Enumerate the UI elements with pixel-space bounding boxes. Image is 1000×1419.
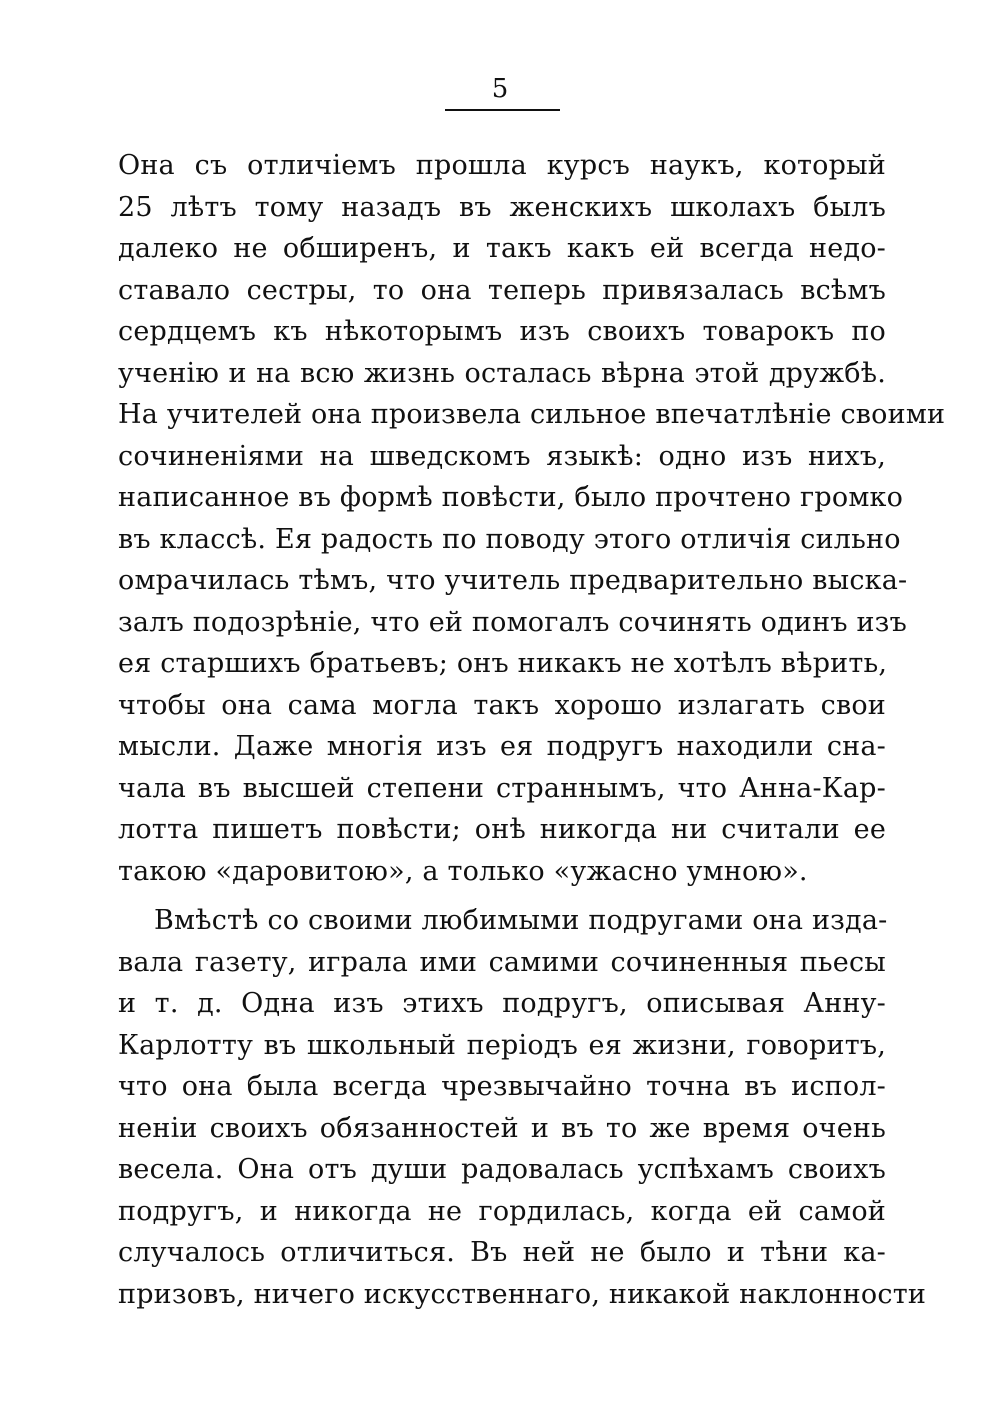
text-line: въ классѣ. Ея радость по поводу этого отличія сильно — [118, 523, 901, 555]
text-line: призовъ, ничего искусственнаго, никакой наклонности — [118, 1278, 927, 1310]
text-line: Она съ отличіемъ прошла курсъ наукъ, который — [118, 150, 886, 181]
text-line: Карлотту въ школьный періодъ ея жизни, говоритъ, — [118, 1029, 886, 1061]
text-line: ученію и на всю жизнь осталась вѣрна этой дружбѣ. — [118, 357, 886, 389]
text-line: залъ подозрѣніе, что ей помогалъ сочинять одинъ изъ — [118, 606, 907, 638]
text-line: Вмѣстѣ со своими любимыми подругами она изда- — [154, 905, 888, 936]
text-line: вала газету, играла ими самими сочиненныя пьесы — [118, 946, 886, 978]
text-line: 25 лѣтъ тому назадъ въ женскихъ школахъ былъ — [118, 191, 886, 223]
text-line: омрачилась тѣмъ, что учитель предварительно выска- — [118, 565, 908, 596]
text-line: лотта пишетъ повѣсти; онѣ никогда ни считали ее — [118, 814, 886, 845]
text-line: ставало сестры, то она теперь привязалась всѣмъ — [118, 274, 886, 306]
text-line: ея старшихъ братьевъ; онъ никакъ не хотѣлъ вѣрить, — [118, 648, 888, 679]
paragraph-1 — [118, 145, 946, 892]
text-line: далеко не обширенъ, и такъ какъ ей всегда недо- — [118, 233, 886, 264]
text-line: и т. д. Одна изъ этихъ подругъ, описывая Анну- — [118, 988, 886, 1019]
page-number: 5 — [491, 74, 509, 104]
text-line: случалось отличиться. Въ ней не было и тѣни ка- — [118, 1237, 886, 1268]
text-line: что она была всегда чрезвычайно точна въ испол- — [118, 1071, 886, 1102]
text-line: неніи своихъ обязанностей и въ то же время очень — [118, 1112, 886, 1144]
text-line: чтобы она сама могла такъ хорошо излагать свои — [118, 689, 886, 721]
text-line: чала въ высшей степени страннымъ, что Анна-Кар- — [118, 772, 886, 804]
text-line: мысли. Даже многія изъ ея подругъ находили сна- — [118, 731, 886, 762]
text-line: На учителей она произвела сильное впечатлѣніе своими — [118, 399, 946, 430]
text-line: сердцемъ къ нѣкоторымъ изъ своихъ товарокъ по — [118, 316, 886, 347]
body-text — [118, 145, 946, 1315]
paragraph-2 — [118, 900, 927, 1315]
text-line: сочиненіями на шведскомъ языкѣ: одно изъ нихъ, — [118, 440, 886, 472]
text-line: написанное въ формѣ повѣсти, было прочтено громко — [118, 482, 904, 513]
text-line: весела. Она отъ души радовалась успѣхамъ своихъ — [118, 1154, 886, 1185]
page-number-rule — [445, 109, 560, 111]
text-line: такою «даровитою», а только «ужасно умною». — [118, 855, 808, 887]
text-line: подругъ, и никогда не гордилась, когда ей самой — [118, 1195, 886, 1227]
paragraph-gap — [118, 892, 886, 900]
